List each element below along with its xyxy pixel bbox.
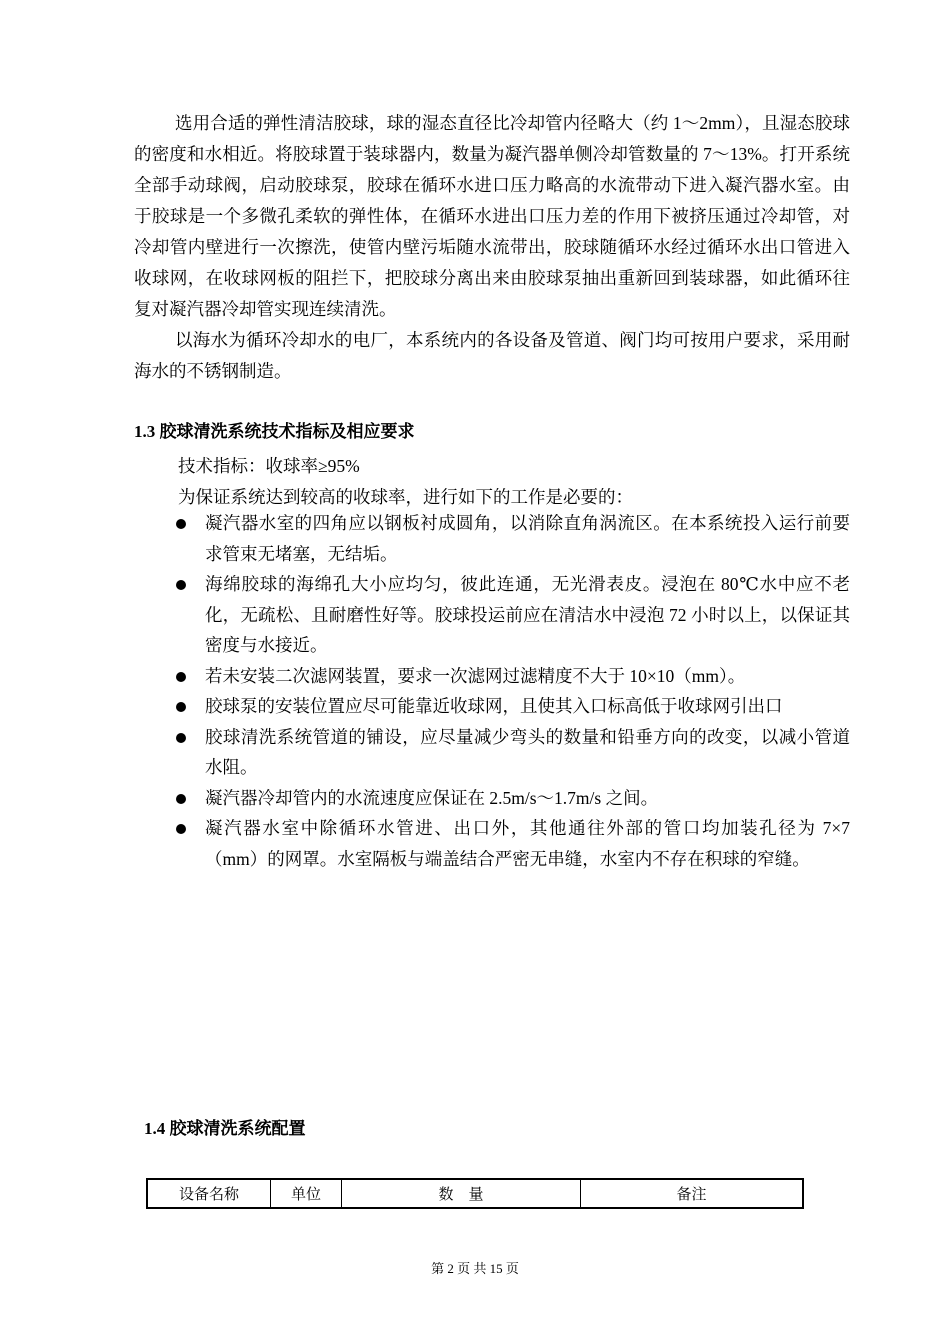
bullet-dot-icon bbox=[176, 519, 186, 529]
section-heading-1-3: 1.3 胶球清洗系统技术指标及相应要求 bbox=[134, 422, 415, 441]
column-header-quantity: 数 量 bbox=[342, 1179, 581, 1208]
bullet-dot-icon bbox=[176, 702, 186, 712]
body-paragraph-2: 以海水为循环冷却水的电厂，本系统内的各设备及管道、阀门均可按用户要求，采用耐海水的不锈钢制造。 bbox=[134, 330, 850, 381]
list-item bbox=[134, 569, 850, 661]
list-item-text: 凝汽器冷却管内的水流速度应保证在 2.5m/s～1.7m/s 之间。 bbox=[205, 787, 659, 808]
list-item bbox=[134, 783, 850, 814]
config-table bbox=[146, 1178, 804, 1209]
bullet-dot-icon bbox=[176, 824, 186, 834]
column-header-equipment-name: 设备名称 bbox=[147, 1179, 271, 1208]
body-paragraph-1: 选用合适的弹性清洁胶球，球的湿态直径比冷却管内径略大（约 1～2mm），且湿态胶球的密度和水相近。将胶球置于装球器内，数量为凝汽器单侧冷却管数量的 7～13%。打开系统全部手动球阀，启动胶球泵，胶球在循环水进口压力略高的水流带动下进入凝汽器水室。由于胶球是一个多微孔柔软的弹性体，在循环水进出口压力差的作用下被挤压通过冷却管，对冷却管内壁进行一次擦洗，使管内壁污垢随水流带出，胶球随循环水经过循环水出口管进入收球网，在收球网板的阻拦下，把胶球分离出来由胶球泵抽出重新回到装球器，如此循环往复对凝汽器冷却管实现连续清洗。 bbox=[134, 113, 850, 319]
list-item-text: 若未安装二次滤网装置，要求一次滤网过滤精度不大于 10×10（mm）。 bbox=[205, 665, 746, 686]
bullet-dot-icon bbox=[176, 580, 186, 590]
requirements-list bbox=[134, 508, 850, 874]
table-header-row bbox=[147, 1179, 803, 1208]
list-item-text: 胶球清洗系统管道的铺设，应尽量减少弯头的数量和铅垂方向的改变，以减小管道水阻。 bbox=[205, 726, 850, 777]
section-heading-1-4: 1.4 胶球清洗系统配置 bbox=[144, 1119, 306, 1138]
list-item bbox=[134, 722, 850, 783]
bullet-dot-icon bbox=[176, 794, 186, 804]
column-header-remarks: 备注 bbox=[581, 1179, 804, 1208]
list-item bbox=[134, 813, 850, 874]
list-item-text: 凝汽器水室中除循环水管进、出口外，其他通往外部的管口均加装孔径为 7×7（mm）的网罩。水室隔板与端盖结合严密无串缝，水室内不存在积球的窄缝。 bbox=[205, 818, 850, 869]
list-item bbox=[134, 691, 850, 722]
requirements-intro: 为保证系统达到较高的收球率，进行如下的工作是必要的： bbox=[178, 487, 633, 507]
column-header-unit: 单位 bbox=[271, 1179, 342, 1208]
list-item-text: 凝汽器水室的四角应以钢板衬成圆角，以消除直角涡流区。在本系统投入运行前要求管束无堵塞，无结垢。 bbox=[205, 513, 850, 564]
list-item-text: 胶球泵的安装位置应尽可能靠近收球网，且使其入口标高低于收球网引出口 bbox=[205, 696, 783, 716]
bullet-dot-icon bbox=[176, 733, 186, 743]
tech-index-line: 技术指标：收球率≥95% bbox=[178, 456, 360, 476]
bullet-dot-icon bbox=[176, 672, 186, 682]
list-item bbox=[134, 661, 850, 692]
list-item-text: 海绵胶球的海绵孔大小应均匀，彼此连通，无光滑表皮。浸泡在 80℃水中应不老化，无疏松、且耐磨性好等。胶球投运前应在清洁水中浸泡 72 小时以上，以保证其密度与水接近。 bbox=[205, 574, 850, 655]
list-item bbox=[134, 508, 850, 569]
page-footer: 第 2 页 共 15 页 bbox=[431, 1261, 519, 1276]
